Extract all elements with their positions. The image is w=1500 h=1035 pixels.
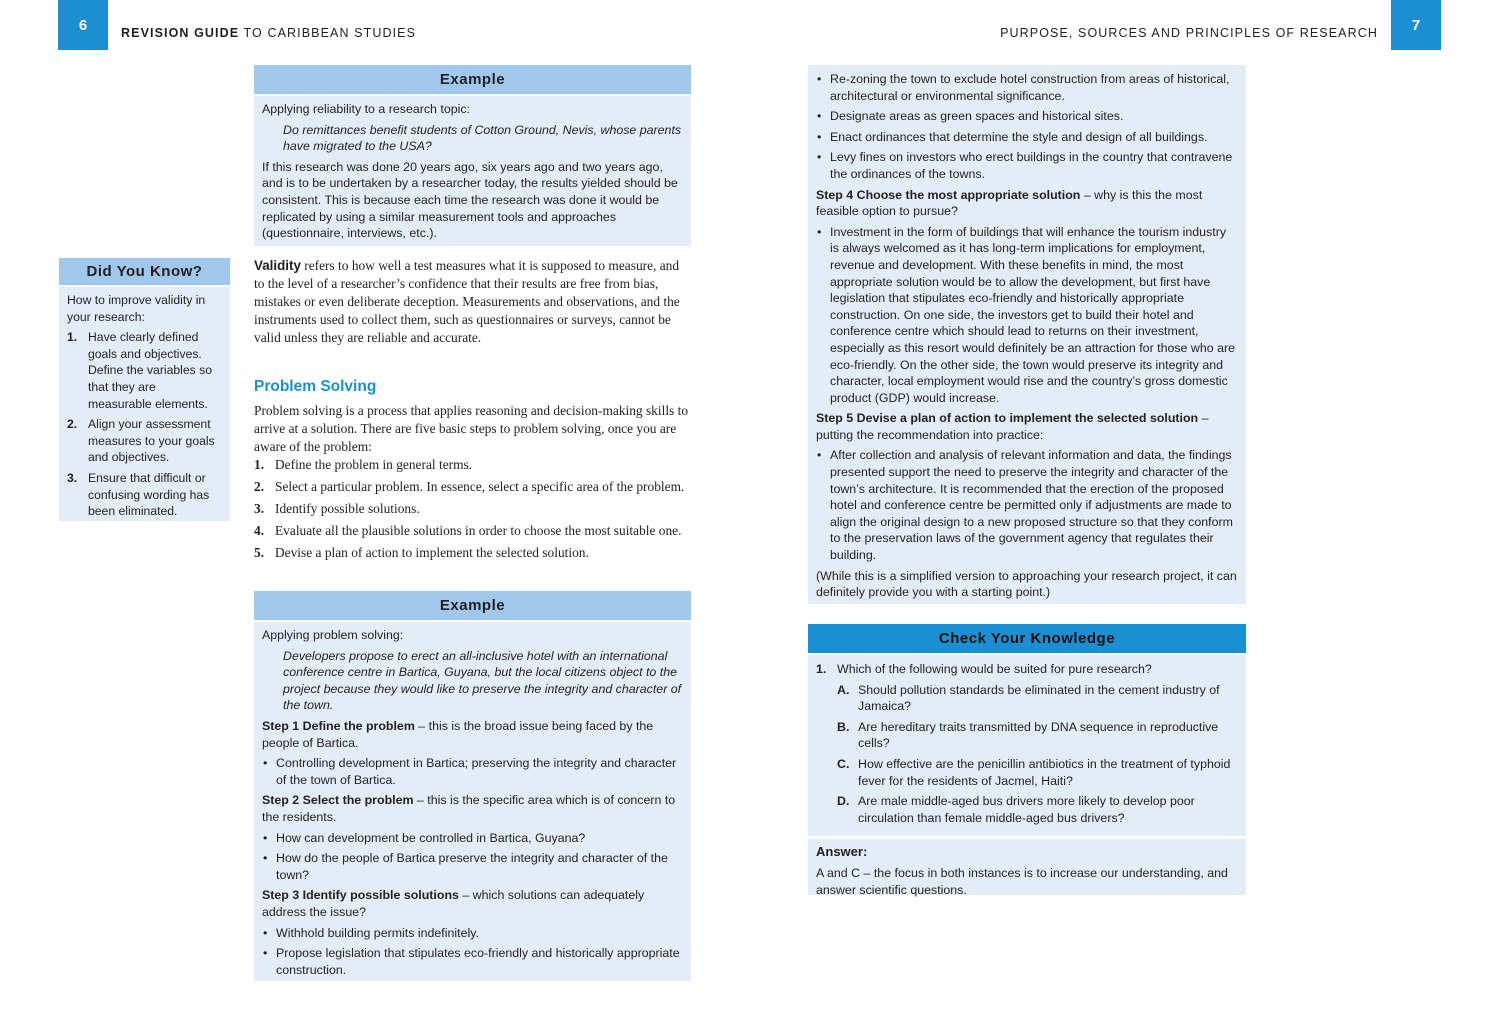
closing-note: (While this is a simplified version to approaching your research project, it can definitely provide you with a starting point.)	[816, 568, 1237, 600]
answer-section	[808, 836, 1246, 908]
answer-label: Answer:	[816, 844, 868, 860]
problem-solving-step: 4. Evaluate all the plausible solutions in order to choose the most suitable one.	[254, 523, 682, 538]
question-list: 1. Which of the following would be suited for pure research? A. Should pollution standards be eliminated in the cement industry of Jamaica? B. Are hereditary traits transmitted by DNA sequence in reproductive cells? C. How effective are the penicillin antibiotics in the treatment of typhoid fever for the residents of Jacmel, Haiti? D. Are male middle-aged bus drivers more likely to develop poor circulation than female middle-aged bus drivers?	[816, 661, 1238, 826]
step5-bullets	[816, 447, 1238, 563]
bullet-item: • Propose legislation that stipulates eco-friendly and historically appropriate construction.	[262, 945, 683, 978]
example2-intro: Applying problem solving:	[262, 628, 404, 642]
bullet-item: • After collection and analysis of relevant information and data, the findings presented support the need to preserve the integrity and character of the town’s architecture. It is recommended that the erection of the proposed hotel and conference centre be permitted only if adjustments are made to align the original design to a new proposed structure so that they conform to the preservation laws of the government agency that regulates their building.	[816, 447, 1238, 563]
example-intro: Applying reliability to a research topic:	[262, 102, 470, 116]
step5: Step 5 Devise a plan of action to implement the selected solution – putting the recommendation into practice:	[816, 411, 1209, 442]
step3-bullets-continued	[816, 71, 1238, 183]
problem-solving-step: 2. Select a particular problem. In essence, select a specific area of the problem.	[254, 479, 685, 494]
page-number-left: 6	[58, 0, 108, 50]
example-box-title: Example	[254, 65, 691, 96]
step4-bullets	[816, 224, 1238, 407]
bullet-item: • How can development be controlled in Bartica, Guyana?	[262, 830, 683, 847]
answer-text: A and C – the focus in both instances is to increase our understanding, and answer scientific questions.	[816, 865, 1228, 897]
problem-solving-step: 3. Identify possible solutions.	[254, 501, 420, 516]
step1: Step 1 Define the problem – this is the broad issue being faced by the people of Bartica.	[262, 718, 654, 750]
answer-option: D. Are male middle-aged bus drivers more likely to develop poor circulation than female middle-aged bus drivers?	[837, 794, 1195, 825]
example-continuation-box	[808, 65, 1246, 604]
problem-solving-steps	[254, 456, 690, 562]
example-body: If this research was done 20 years ago, six years ago and two years ago, and is to be undertaken by a researcher today, the results yielded should be consistent. This is because each time the research was done it would be replicated by using a similar measurement tools and approaches (questionnaire, interviews, etc.).	[262, 159, 678, 241]
tip-item: 3. Ensure that difficult or confusing wording has been eliminated.	[67, 470, 210, 519]
example2-scenario: Developers propose to erect an all-inclusive hotel with an international conference centre in Bartica, Guyana, but the local citizens object to the project because they would like to preserve the integrity and character of the town.	[283, 648, 682, 713]
answer-option: B. Are hereditary traits transmitted by DNA sequence in reproductive cells?	[837, 719, 1219, 751]
answer-options	[837, 682, 1238, 827]
bullet-item: • Withhold building permits indefinitely.	[262, 925, 683, 942]
step2-bullets	[262, 830, 683, 884]
did-you-know-list	[67, 329, 222, 520]
step1-bullets	[262, 755, 683, 788]
answer-option: A. Should pollution standards be eliminated in the cement industry of Jamaica?	[837, 682, 1220, 714]
check-knowledge-title: Check Your Knowledge	[808, 624, 1246, 655]
bullet-item: • Levy fines on investors who erect buildings in the country that contravene the ordinances of the towns.	[816, 149, 1238, 182]
bullet-item: • Controlling development in Bartica; preserving the integrity and character of the town of Bartica.	[262, 755, 683, 788]
step4: Step 4 Choose the most appropriate solution – why is this the most feasible option to pursue?	[816, 187, 1203, 219]
running-head-right: PURPOSE, SOURCES AND PRINCIPLES OF RESEARCH	[1000, 26, 1378, 40]
example-question: Do remittances benefit students of Cotton Ground, Nevis, whose parents have migrated to the USA?	[283, 122, 682, 154]
bullet-item: • Investment in the form of buildings that will enhance the tourism industry is always welcomed as it has long-term implications for employment, revenue and development. With these benefits in mind, the most appropriate solution would be to allow the development, but first have legislation that stipulates eco-friendly and historically appropriate construction. On one side, the investors get to build their hotel and conference centre which should lead to returns on their investment, especially as this resort would definitely be an attraction for those who are eco-friendly. On the other side, the town would preserve its integrity and character, local employment would rise and the country’s gross domestic product (GDP) would increase.	[816, 224, 1238, 407]
check-knowledge-box	[808, 624, 1246, 895]
question-text: Which of the following would be suited for pure research?	[837, 662, 1152, 676]
page-number-right: 7	[1391, 0, 1441, 50]
problem-solving-intro: Problem solving is a process that applies reasoning and decision-making skills to arrive at a solution. There are five basic steps to problem solving, once you are aware of the problem:	[254, 403, 689, 454]
problem-solving-step: 1. Define the problem in general terms.	[254, 457, 473, 472]
bullet-item: • Enact ordinances that determine the style and design of all buildings.	[816, 129, 1238, 146]
bullet-item: • Re-zoning the town to exclude hotel construction from areas of historical, architectural or environmental significance.	[816, 71, 1238, 104]
bullet-item: • Designate areas as green spaces and historical sites.	[816, 108, 1238, 125]
example-box-title-2: Example	[254, 591, 691, 622]
step3-bullets	[262, 925, 683, 979]
step2: Step 2 Select the problem – this is the specific area which is of concern to the residents.	[262, 793, 676, 824]
example-box-reliability	[254, 65, 691, 246]
did-you-know-intro: How to improve validity in your research:	[67, 293, 206, 324]
running-head-left: REVISION GUIDE TO CARIBBEAN STUDIES	[121, 26, 417, 40]
problem-solving-section	[254, 402, 690, 566]
problem-solving-heading: Problem Solving	[254, 378, 377, 395]
answer-option: C. How effective are the penicillin antibiotics in the treatment of typhoid fever for the residents of Jacmel, Haiti?	[837, 756, 1231, 788]
step3: Step 3 Identify possible solutions – which solutions can adequately address the issue?	[262, 888, 645, 919]
example-box-problem-solving	[254, 591, 691, 981]
bullet-item: • How do the people of Bartica preserve the integrity and character of the town?	[262, 850, 683, 883]
did-you-know-box	[59, 258, 230, 521]
tip-item: 2. Align your assessment measures to your goals and objectives.	[67, 417, 215, 465]
validity-term: Validity	[254, 258, 301, 273]
tip-item: 1. Have clearly defined goals and objectives. Define the variables so that they are measurable elements.	[67, 330, 212, 411]
validity-paragraph: Validity refers to how well a test measures what it is supposed to measure, and to the level of a researcher’s confidence that their results are free from bias, mistakes or even deliberate deception. Measurements and observations, and the instruments used to collect them, such as questionnaires or surveys, cannot be valid unless they are reliable and accurate.	[254, 258, 680, 345]
problem-solving-step: 5. Devise a plan of action to implement the selected solution.	[254, 545, 589, 560]
did-you-know-title: Did You Know?	[59, 258, 230, 287]
